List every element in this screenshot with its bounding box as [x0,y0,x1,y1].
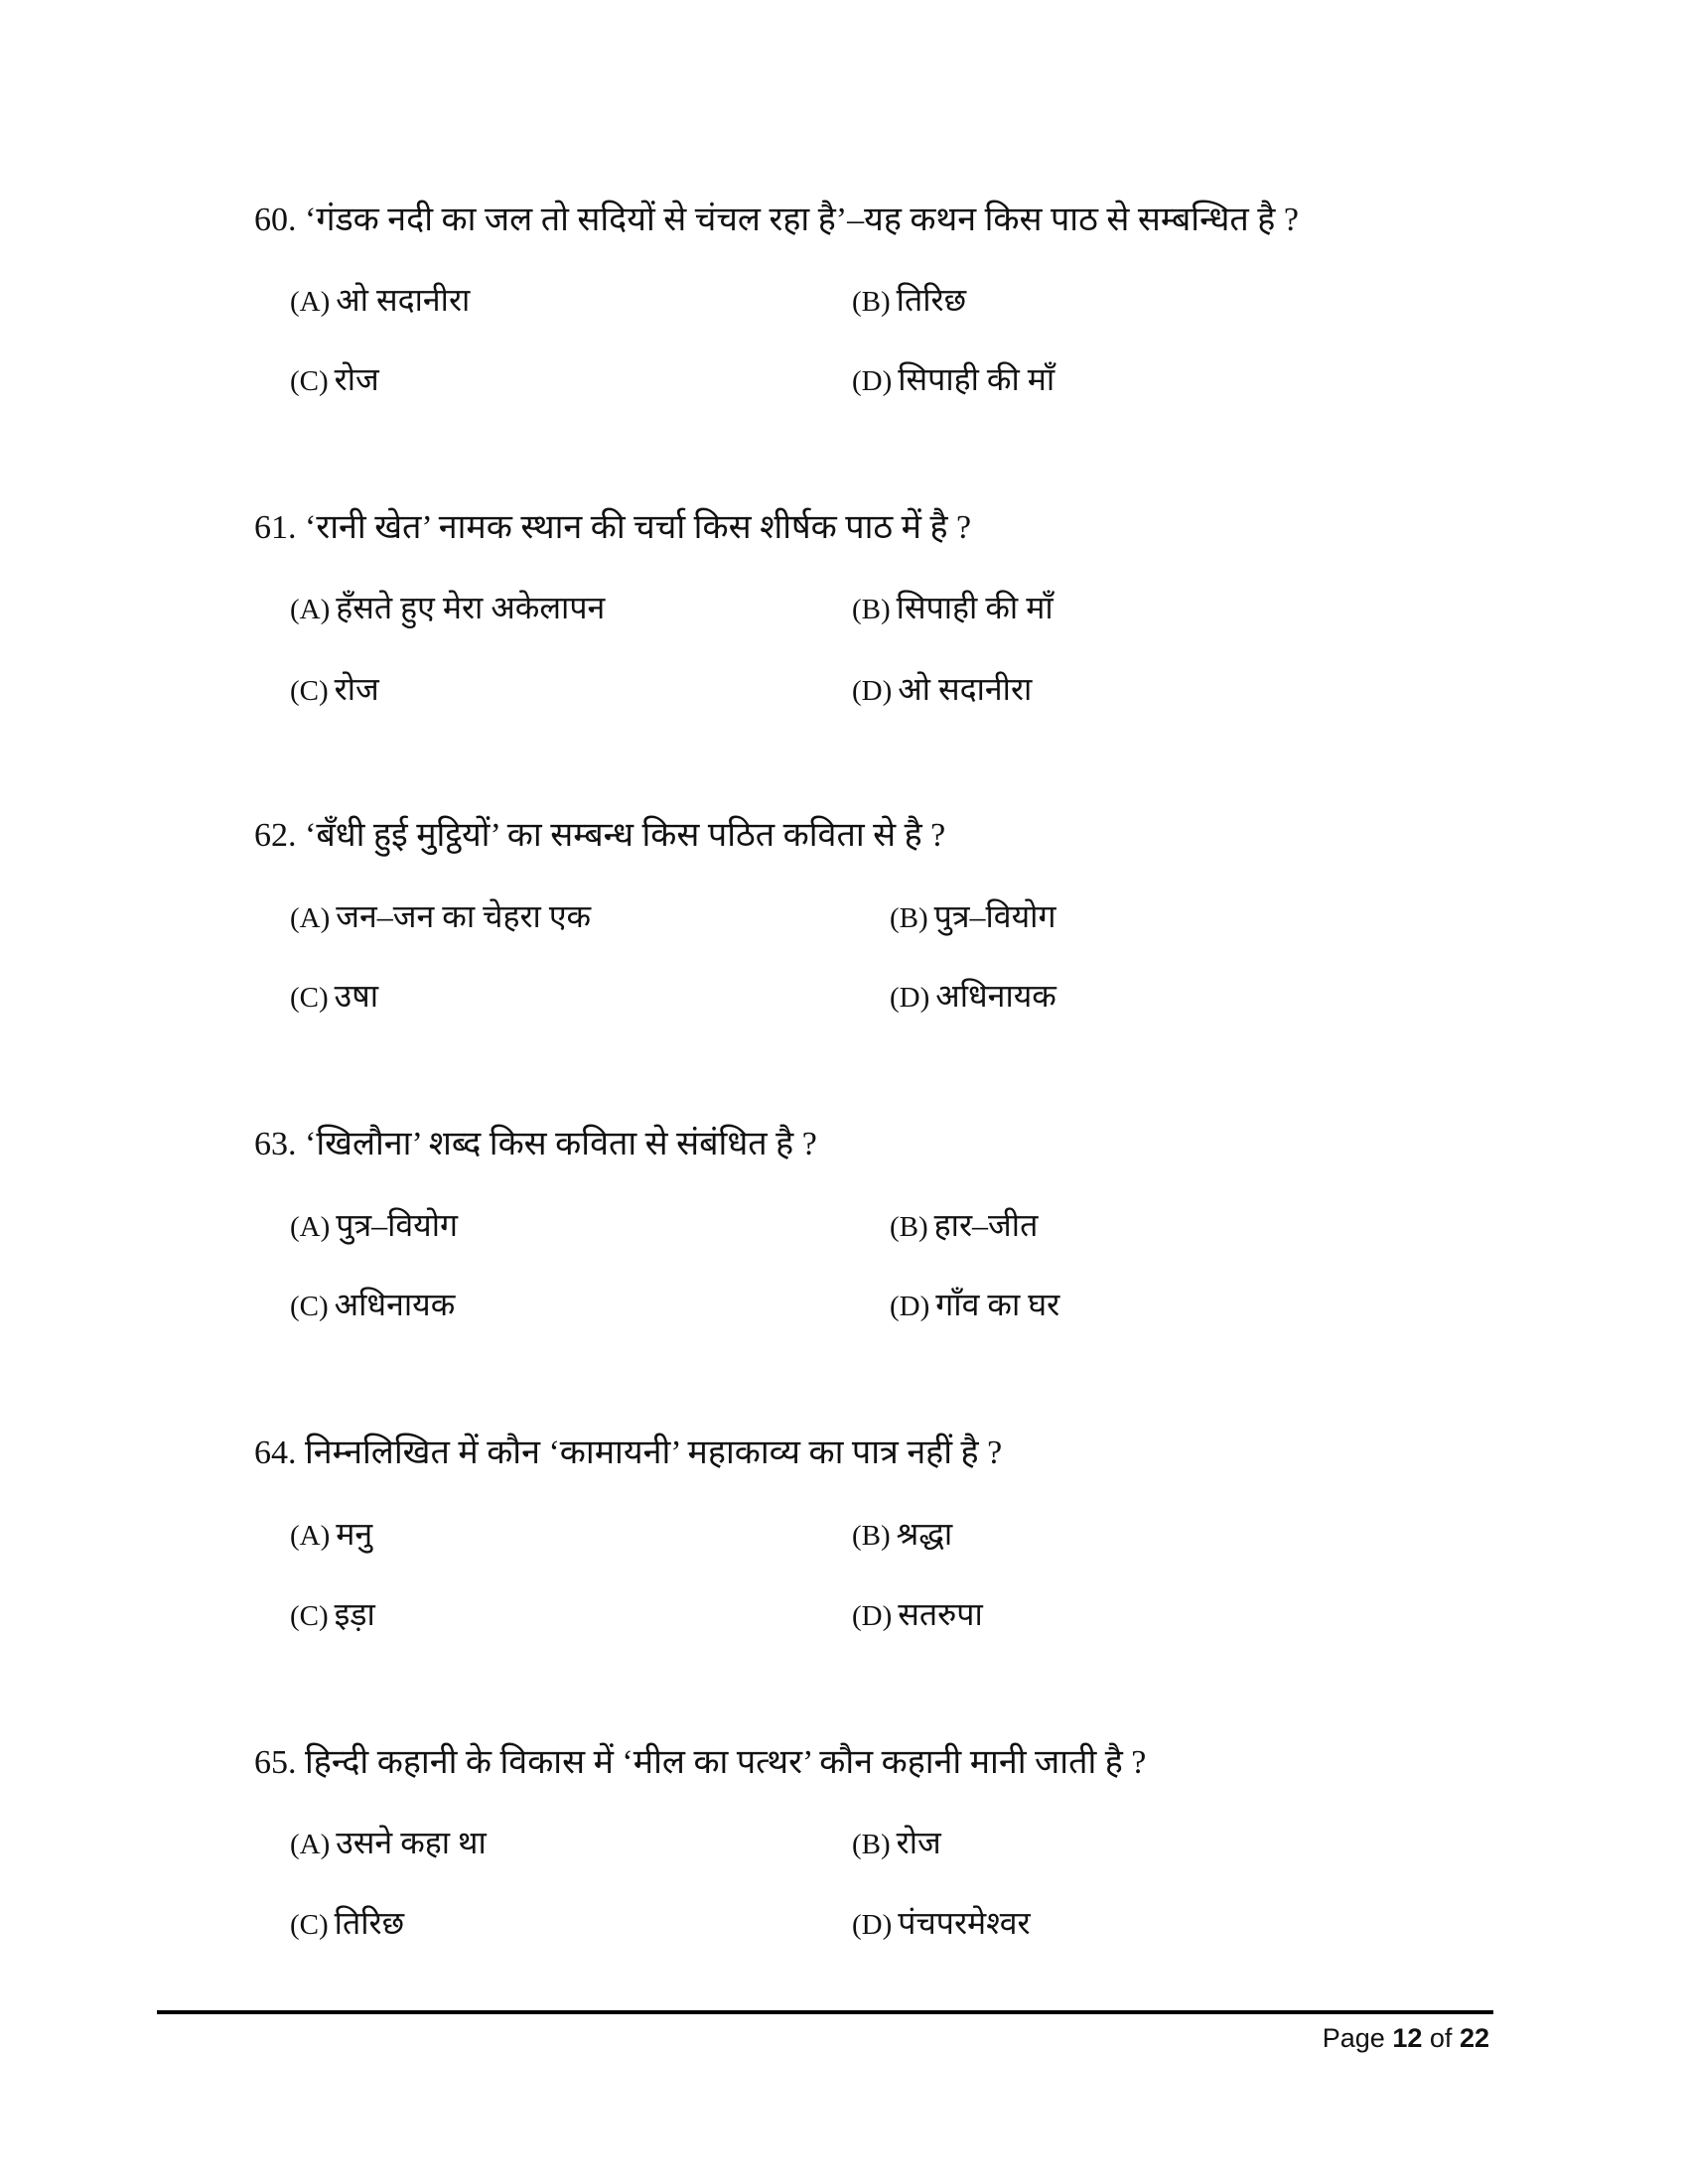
option-text: हँसते हुए मेरा अकेलापन [336,590,606,625]
option-c [290,359,379,401]
question-number: 63. [254,1126,297,1162]
option-text: श्रद्धा [896,1516,953,1552]
option-label: (D) [852,365,893,397]
option-label: (C) [290,675,329,707]
option-text: रोज [896,1825,941,1860]
option-text: ओ सदानीरा [336,282,471,318]
option-text: सतरुपा [898,1596,983,1632]
page-word: Page [1322,2023,1385,2053]
option-text: जन–जन का चेहरा एक [336,898,592,934]
option-b [852,1823,941,1864]
option-text: हार–जीत [933,1207,1039,1243]
option-b [890,896,1055,938]
option-label: (D) [852,675,893,707]
option-text: सिपाही की माँ [896,590,1054,625]
option-text: अधिनायक [334,1287,456,1322]
option-a [290,1205,458,1247]
option-label: (B) [852,594,891,625]
option-label: (A) [290,594,331,625]
option-a [290,1514,372,1556]
question-text: ‘खिलौना’ शब्द किस कविता से संबंधित है ? [305,1126,817,1162]
option-b [890,1205,1038,1247]
option-label: (D) [852,1909,893,1941]
option-label: (D) [852,1600,893,1632]
question-64 [254,1433,1002,1473]
option-label: (A) [290,1520,331,1552]
option-label: (C) [290,1909,329,1941]
option-text: अधिनायक [935,978,1056,1014]
question-text: ‘गंडक नदी का जल तो सदियों से चंचल रहा है’–यह कथन किस पाठ से सम्बन्धित है ? [305,202,1299,238]
option-label: (B) [852,1829,891,1860]
option-d [852,1903,1031,1945]
option-label: (D) [890,982,930,1014]
option-text: मनु [336,1516,373,1552]
footer-divider [157,2010,1493,2014]
page-number [1323,2023,1489,2054]
option-label: (B) [890,902,928,934]
option-label: (C) [290,982,329,1014]
option-a [290,896,591,938]
option-label: (B) [852,1520,891,1552]
option-label: (C) [290,1291,329,1322]
option-d [852,669,1032,711]
option-text: उषा [334,978,378,1014]
option-text: पुत्र–वियोग [336,1207,459,1243]
option-c [290,1285,455,1326]
option-label: (C) [290,1600,329,1632]
option-c [290,1594,375,1636]
question-number: 62. [254,817,297,854]
option-label: (B) [852,286,891,318]
option-label: (D) [890,1291,930,1322]
option-b [852,1514,952,1556]
option-text: रोज [334,671,379,707]
question-61 [254,508,971,548]
option-text: उसने कहा था [336,1825,487,1860]
current-page: 12 [1392,2023,1423,2053]
question-text: निम्नलिखित में कौन ‘कामायनी’ महाकाव्य का पात्र नहीं है ? [305,1434,1003,1471]
option-label: (A) [290,286,331,318]
total-pages: 22 [1459,2023,1489,2053]
option-d [890,976,1056,1018]
option-b [852,280,966,322]
question-text: ‘बँधी हुई मुट्ठियों’ का सम्बन्ध किस पठित कविता से है ? [305,817,946,854]
option-text: रोज [334,361,379,397]
question-number: 61. [254,509,297,546]
option-label: (A) [290,902,331,934]
option-text: पुत्र–वियोग [933,898,1056,934]
option-a [290,1823,487,1864]
option-a [290,280,470,322]
option-text: ओ सदानीरा [898,671,1033,707]
option-c [290,669,379,711]
of-word: of [1429,2023,1453,2053]
option-label: (B) [890,1211,928,1243]
option-text: पंचपरमेश्वर [898,1905,1031,1941]
question-text: ‘रानी खेत’ नामक स्थान की चर्चा किस शीर्षक पाठ में है ? [305,509,972,546]
option-label: (A) [290,1211,331,1243]
question-text: हिन्दी कहानी के विकास में ‘मील का पत्थर’ कौन कहानी मानी जाती है ? [305,1744,1147,1781]
option-text: इड़ा [334,1596,375,1632]
option-text: गाँव का घर [935,1287,1060,1322]
option-c [290,1903,404,1945]
option-text: तिरिछ [334,1905,405,1941]
question-60 [254,201,1299,240]
option-text: सिपाही की माँ [898,361,1055,397]
question-number: 65. [254,1744,297,1781]
option-d [852,1594,983,1636]
option-c [290,976,378,1018]
question-number: 60. [254,202,297,238]
option-label: (C) [290,365,329,397]
option-b [852,588,1054,629]
question-65 [254,1743,1146,1783]
option-text: तिरिछ [896,282,967,318]
option-d [852,359,1055,401]
question-number: 64. [254,1434,297,1471]
option-label: (A) [290,1829,331,1860]
question-63 [254,1125,817,1164]
question-62 [254,816,945,856]
option-d [890,1285,1059,1326]
option-a [290,588,605,629]
